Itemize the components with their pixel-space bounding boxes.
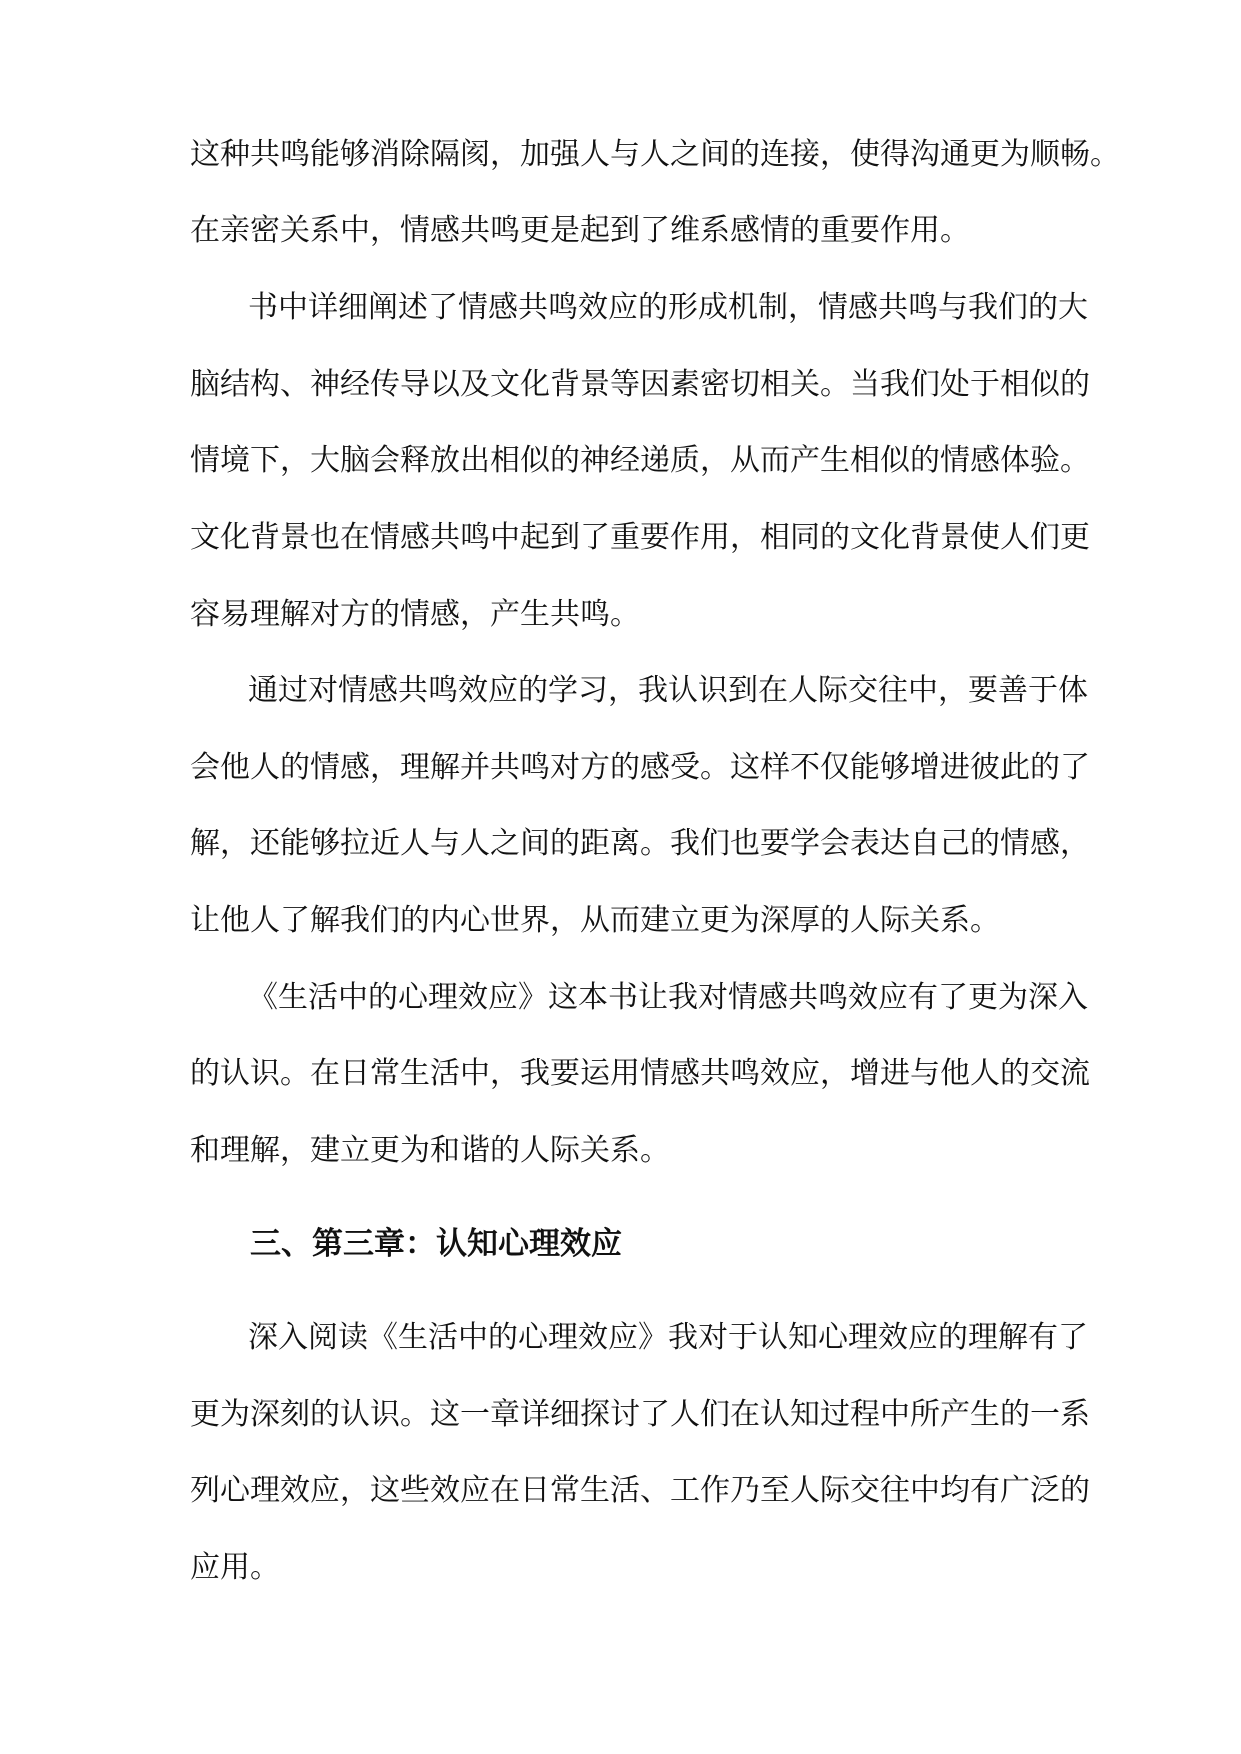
text-line: 让他人了解我们的内心世界，从而建立更为深厚的人际关系。 (190, 903, 1000, 938)
text-line: 的认识。在日常生活中，我要运用情感共鸣效应，增进与他人的交流 (190, 1056, 1090, 1091)
text-line: 会他人的情感，理解并共鸣对方的感受。这样不仅能够增进彼此的了 (190, 750, 1090, 785)
text-line: 更为深刻的认识。这一章详细探讨了人们在认知过程中所产生的一系 (190, 1397, 1090, 1432)
text-line: 《生活中的心理效应》这本书让我对情感共鸣效应有了更为深入 (248, 980, 1088, 1015)
text-line: 容易理解对方的情感，产生共鸣。 (190, 597, 640, 632)
text-line: 通过对情感共鸣效应的学习，我认识到在人际交往中，要善于体 (248, 673, 1088, 708)
text-line: 文化背景也在情感共鸣中起到了重要作用，相同的文化背景使人们更 (190, 520, 1090, 555)
text-line: 深入阅读《生活中的心理效应》我对于认知心理效应的理解有了 (248, 1320, 1088, 1355)
text-line: 列心理效应，这些效应在日常生活、工作乃至人际交往中均有广泛的 (190, 1473, 1090, 1508)
section-heading: 三、第三章：认知心理效应 (250, 1226, 622, 1262)
text-line: 和理解，建立更为和谐的人际关系。 (190, 1133, 670, 1168)
text-line: 脑结构、神经传导以及文化背景等因素密切相关。当我们处于相似的 (190, 367, 1090, 402)
text-line: 解，还能够拉近人与人之间的距离。我们也要学会表达自己的情感， (190, 826, 1090, 861)
text-line: 在亲密关系中，情感共鸣更是起到了维系感情的重要作用。 (190, 213, 970, 248)
text-line: 这种共鸣能够消除隔阂，加强人与人之间的连接，使得沟通更为顺畅。 (190, 137, 1120, 172)
text-line: 书中详细阐述了情感共鸣效应的形成机制，情感共鸣与我们的大 (248, 290, 1088, 325)
text-line: 应用。 (190, 1550, 280, 1585)
text-line: 情境下，大脑会释放出相似的神经递质，从而产生相似的情感体验。 (190, 443, 1090, 478)
